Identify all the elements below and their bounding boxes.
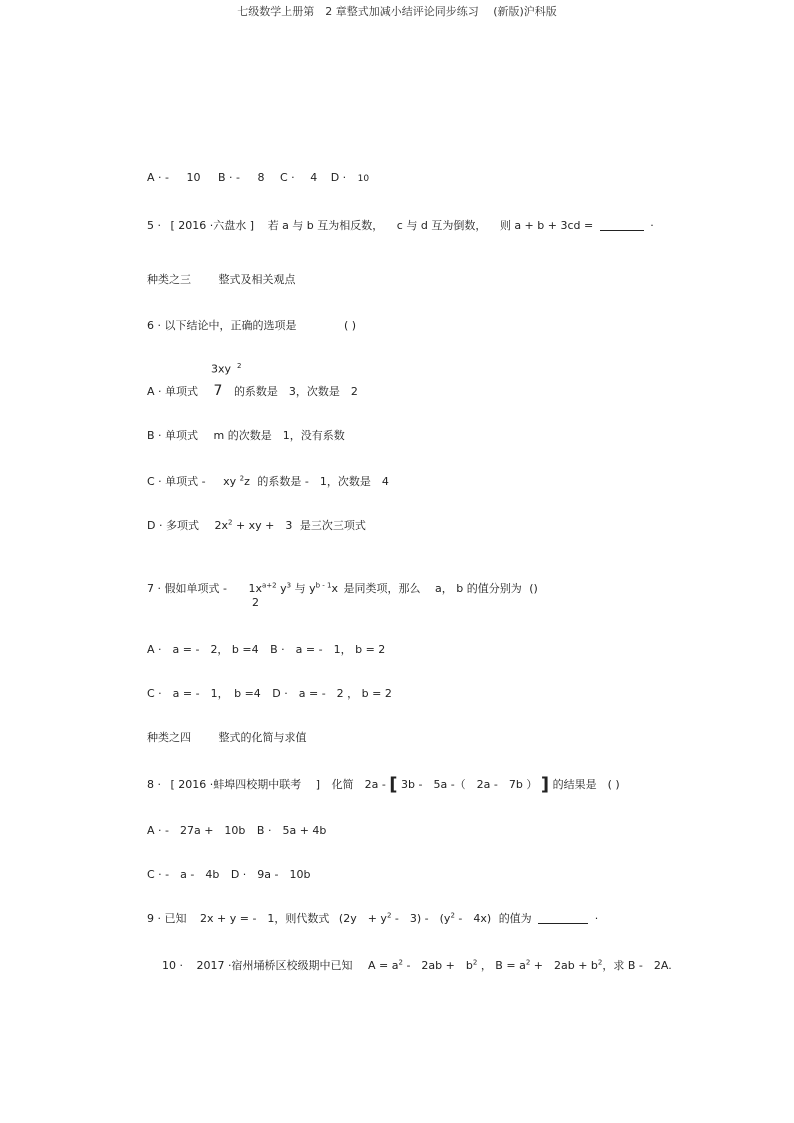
q7-coef: 1x xyxy=(248,582,262,595)
q7-option-a: A · a = - 2， b =4 xyxy=(147,643,259,656)
q7-exp-2: 3 xyxy=(286,581,292,590)
q8-text-2: 3b - 5a -（ 2a - 7b ） xyxy=(401,778,538,791)
question-5 xyxy=(147,217,654,233)
q9-exp-1: 2 xyxy=(386,911,392,920)
q7-stem: 7 · 假如单项式 - xyxy=(147,582,227,595)
section-4-label: 种类之四 xyxy=(147,731,191,744)
q6-paren: ( ) xyxy=(344,319,357,332)
q5-number: 5 · xyxy=(147,219,161,232)
q10-b-def: ， B = a xyxy=(480,959,526,972)
q4-option-d-label: D · xyxy=(330,171,347,184)
q7-y2: y xyxy=(309,582,316,595)
question-8 xyxy=(147,774,620,795)
q10-a-exp-2: 2 xyxy=(472,958,478,967)
q8-option-a: A · - 27a + 10b xyxy=(147,824,246,837)
q8-right-bracket: ] xyxy=(540,774,550,795)
q9-number: 9 · 已知 xyxy=(147,912,187,925)
question-9 xyxy=(147,910,598,926)
q9-expr-1: (2y + y xyxy=(338,912,387,925)
q5-text-2: c 与 d 互为倒数， xyxy=(396,219,487,232)
page-header: 七级数学上册第 2 章整式加减小结评论同步练习 (新版)沪科版 xyxy=(237,5,557,18)
q6-b-label: B · 单项式 xyxy=(147,429,199,442)
q8-options-row-1 xyxy=(147,822,326,838)
q6-d-poly: 2x xyxy=(214,519,228,532)
q10-b-exp-2: 2 xyxy=(597,958,603,967)
q7-paren: () xyxy=(529,582,538,595)
section-3-title: 整式及相关观点 xyxy=(218,273,296,286)
q8-source: [ 2016 ·蚌埠四校期中联考 ] xyxy=(170,778,321,791)
q6-d-text: 是三次三项式 xyxy=(299,519,366,532)
q6-b-var: m xyxy=(213,429,225,442)
q4-option-a-label: A · - xyxy=(147,171,169,184)
q4-option-a-value: 10 xyxy=(186,171,201,184)
q6-c-label: C · 单项式 - xyxy=(147,475,206,488)
q7-option-c: C · a = - 1， b =4 xyxy=(147,687,261,700)
q7-x2: x xyxy=(331,582,338,595)
q6-option-a xyxy=(147,383,358,399)
q4-option-b-label: B · - xyxy=(217,171,240,184)
q9-expr-2: - 3) - (y xyxy=(394,912,451,925)
q6-option-d xyxy=(147,517,366,533)
q6-stem: 6 · 以下结论中，正确的选项是 xyxy=(147,319,297,332)
question-10 xyxy=(162,957,672,973)
q7-text: 是同类项，那么 a， b 的值分别为 xyxy=(343,582,522,595)
q4-option-b-value: 8 xyxy=(257,171,265,184)
q10-b-mid: + 2ab + b xyxy=(533,959,598,972)
q7-option-b: B · a = - 1， b = 2 xyxy=(270,643,386,656)
q4-option-d-value: 10 xyxy=(357,174,370,184)
q6-d-exp: 2 xyxy=(227,518,233,527)
q9-expr-3: - 4x) xyxy=(458,912,492,925)
q9-condition: 2x + y = - 1，则代数式 xyxy=(200,912,330,925)
q8-left-bracket: [ xyxy=(389,774,398,795)
q8-option-c: C · - a - 4b xyxy=(147,868,220,881)
q10-source: 2017 ·宿州埇桥区校级期中已知 xyxy=(196,959,353,972)
question-7 xyxy=(147,580,538,596)
q7-options-row-1 xyxy=(147,641,385,657)
section-3-label: 种类之三 xyxy=(147,273,191,286)
q6-c-var: xy xyxy=(223,475,237,488)
q5-text-1: 若 a 与 b 互为相反数， xyxy=(267,219,384,232)
q10-number: 10 · xyxy=(162,959,183,972)
q6-a-label: A · 单项式 xyxy=(147,385,199,398)
q7-y: y xyxy=(280,582,287,595)
question-6 xyxy=(147,317,356,333)
q6-a-num-exp: 2 xyxy=(237,362,242,370)
q5-end: · xyxy=(650,219,654,232)
q9-end: · xyxy=(594,912,599,925)
q8-text-3: 的结果是 ( ) xyxy=(552,778,620,791)
q4-option-c-value: 4 xyxy=(310,171,318,184)
q6-d-label: D · 多项式 xyxy=(147,519,199,532)
q8-text-1: 化简 2a - xyxy=(331,778,386,791)
q9-exp-2: 2 xyxy=(450,911,455,920)
q6-d-rest: + xy + 3 xyxy=(235,519,293,532)
q8-option-b: B · 5a + 4b xyxy=(256,824,327,837)
q6-b-text: 的次数是 1，没有系数 xyxy=(227,429,345,442)
q8-option-d: D · 9a - 10b xyxy=(230,868,311,881)
q10-a-mid: - 2ab + b xyxy=(406,959,473,972)
q7-mid: 与 xyxy=(294,582,306,595)
q6-a-text: 的系数是 3，次数是 2 xyxy=(233,385,358,398)
section-3-heading xyxy=(147,271,296,287)
q7-option-d: D · a = - 2 ， b = 2 xyxy=(272,687,392,700)
q4-option-c-label: C · xyxy=(280,171,295,184)
q8-options-row-2 xyxy=(147,866,310,882)
q9-text: 的值为 xyxy=(498,912,532,925)
q6-c-text: 的系数是 - 1，次数是 4 xyxy=(257,475,389,488)
q7-exp-1: a+2 xyxy=(261,581,277,590)
q5-source: [ 2016 ·六盘水 ] xyxy=(170,219,255,232)
q4-options xyxy=(147,171,369,184)
section-4-heading xyxy=(147,729,307,745)
q7-exp-3: b - 1 xyxy=(315,581,332,590)
q6-a-num-text: 3xy xyxy=(211,362,232,376)
q6-option-c xyxy=(147,473,389,489)
q6-c-var2: z xyxy=(244,475,250,488)
q8-number: 8 · xyxy=(147,778,161,791)
q10-a-def: A = a xyxy=(368,959,399,972)
q10-a-exp: 2 xyxy=(398,958,403,967)
q7-denominator: 2 xyxy=(252,596,259,609)
q5-answer-blank[interactable] xyxy=(600,220,644,231)
q6-option-b xyxy=(147,427,345,443)
q6-c-exp: 2 xyxy=(239,474,245,483)
section-4-title: 整式的化简与求值 xyxy=(218,731,307,744)
q10-b-exp: 2 xyxy=(525,958,531,967)
q7-options-row-2 xyxy=(147,685,392,701)
q9-answer-blank[interactable] xyxy=(538,913,588,924)
q5-text-3: 则 a + b + 3cd = xyxy=(499,219,594,232)
q6-a-denominator: 7 xyxy=(213,383,223,399)
q6-option-a-numerator xyxy=(211,362,242,376)
q10-tail: ，求 B - 2A. xyxy=(602,959,672,972)
